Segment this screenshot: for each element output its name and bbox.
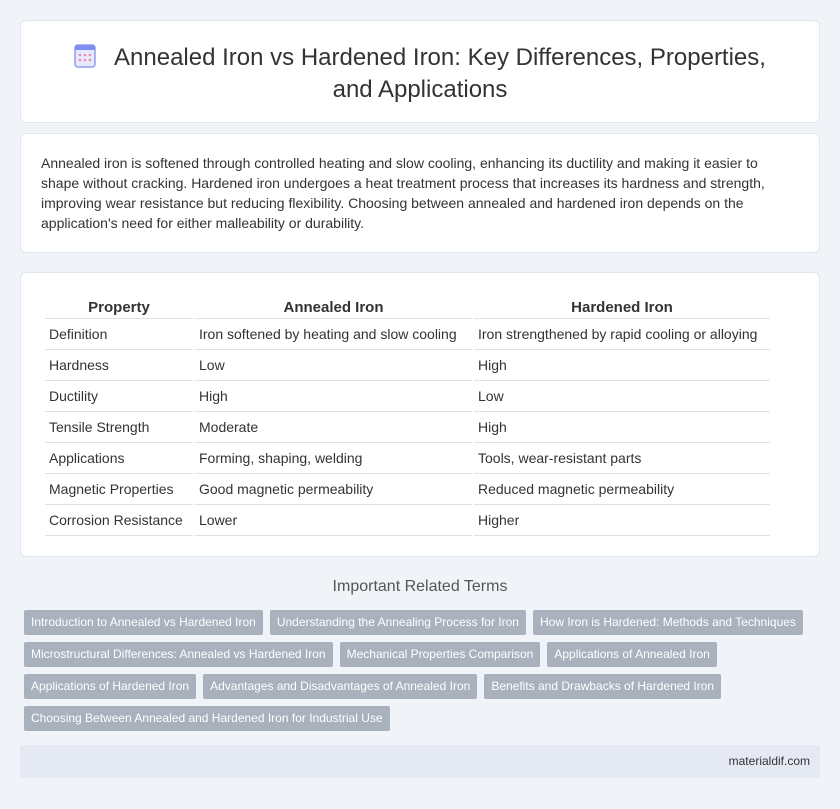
table-row	[45, 505, 770, 536]
table-row	[45, 319, 770, 350]
intro-paragraph: Annealed iron is softened through controlled heating and slow cooling, enhancing its ductility and making it easier to shape without cracking. Hardened iron undergoes a heat treatment process that increases its hardness and strength, improving wear resistance but reducing flexibility. Choosing between annealed and hardened iron depends on the application's need for either malleability or durability.	[41, 155, 765, 231]
related-term-tag[interactable]: Advantages and Disadvantages of Annealed Iron	[203, 674, 477, 699]
column-header: Property	[45, 293, 193, 319]
title-card	[20, 20, 820, 123]
related-term-tag[interactable]: Applications of Hardened Iron	[24, 674, 196, 699]
table-cell: Definition	[45, 319, 193, 350]
table-cell: Tools, wear-resistant parts	[474, 443, 770, 474]
comparison-card	[20, 272, 820, 557]
footer	[20, 745, 820, 778]
table-cell: High	[195, 381, 472, 412]
table-cell: Higher	[474, 505, 770, 536]
column-header: Hardened Iron	[474, 293, 770, 319]
table-cell: High	[474, 350, 770, 381]
related-terms-list	[24, 610, 824, 731]
table-cell: Applications	[45, 443, 193, 474]
table-row	[45, 350, 770, 381]
table-cell: Low	[195, 350, 472, 381]
table-cell: Good magnetic permeability	[195, 474, 472, 505]
table-row	[45, 381, 770, 412]
table-cell: Iron strengthened by rapid cooling or alloying	[474, 319, 770, 350]
related-terms-heading: Important Related Terms	[332, 578, 508, 595]
document-icon	[74, 44, 96, 75]
table-cell: Magnetic Properties	[45, 474, 193, 505]
title-text: Annealed Iron vs Hardened Iron: Key Differences, Properties, and Applications	[114, 44, 766, 103]
page-title	[21, 43, 819, 104]
table-cell: Moderate	[195, 412, 472, 443]
related-term-tag[interactable]: Microstructural Differences: Annealed vs Hardened Iron	[24, 642, 333, 667]
related-term-tag[interactable]: Introduction to Annealed vs Hardened Iron	[24, 610, 263, 635]
related-term-tag[interactable]: Choosing Between Annealed and Hardened Iron for Industrial Use	[24, 706, 390, 731]
table-cell: Reduced magnetic permeability	[474, 474, 770, 505]
table-cell: Tensile Strength	[45, 412, 193, 443]
table-row	[45, 412, 770, 443]
related-term-tag[interactable]: Mechanical Properties Comparison	[340, 642, 541, 667]
column-header: Annealed Iron	[195, 293, 472, 319]
table-cell: Lower	[195, 505, 472, 536]
related-term-tag[interactable]: How Iron is Hardened: Methods and Techniques	[533, 610, 803, 635]
intro-card	[20, 133, 820, 253]
table-row	[45, 443, 770, 474]
table-row	[45, 474, 770, 505]
footer-site[interactable]: materialdif.com	[728, 754, 810, 768]
table-header-row	[45, 293, 770, 319]
comparison-table	[43, 293, 772, 536]
table-cell: High	[474, 412, 770, 443]
table-cell: Corrosion Resistance	[45, 505, 193, 536]
related-term-tag[interactable]: Applications of Annealed Iron	[547, 642, 716, 667]
related-term-tag[interactable]: Benefits and Drawbacks of Hardened Iron	[484, 674, 721, 699]
table-cell: Hardness	[45, 350, 193, 381]
table-cell: Forming, shaping, welding	[195, 443, 472, 474]
related-term-tag[interactable]: Understanding the Annealing Process for Iron	[270, 610, 526, 635]
table-cell: Low	[474, 381, 770, 412]
table-cell: Ductility	[45, 381, 193, 412]
table-cell: Iron softened by heating and slow cooling	[195, 319, 472, 350]
